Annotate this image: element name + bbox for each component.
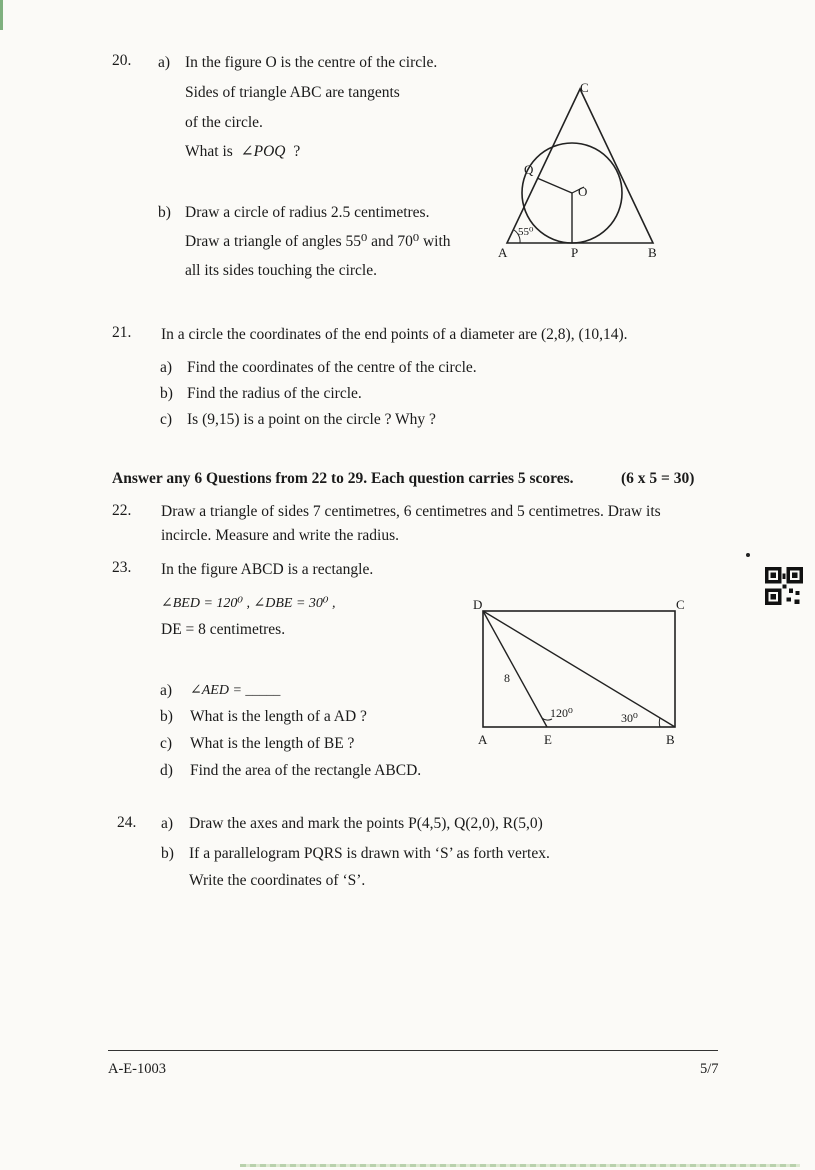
q22-line-2: incircle. Measure and write the radius. — [161, 527, 400, 544]
section-marks: (6 x 5 = 30) — [621, 470, 695, 487]
label-o: O — [578, 184, 588, 199]
q21-b-label: b) — [160, 385, 173, 402]
q21-number: 21. — [112, 324, 132, 341]
q24-b-line-2: Write the coordinates of ‘S’. — [189, 872, 366, 889]
angle-30-arc — [659, 718, 660, 727]
q20-a-angle: ∠POQ — [240, 143, 286, 160]
q23-number: 23. — [112, 559, 132, 576]
q23-rectangle-figure — [470, 592, 690, 752]
q23-given-de: DE = 8 centimetres. — [161, 621, 286, 638]
q23-a-text: ∠AED = _____ — [190, 683, 281, 698]
label-b: B — [666, 732, 675, 747]
q21-c-label: c) — [160, 411, 173, 428]
q21-a-label: a) — [160, 359, 173, 376]
footer-code: A-E-1003 — [108, 1061, 166, 1077]
q22-line-1: Draw a triangle of sides 7 centimetres, 6 centimetres and 5 centimetres. Draw its — [161, 503, 661, 520]
q23-given-angles: ∠BED = 120⁰ , ∠DBE = 30⁰ , — [161, 596, 336, 611]
radius-oq — [537, 178, 572, 193]
q20-a-qmark: ? — [293, 143, 301, 160]
q23-d-label: d) — [160, 762, 173, 779]
q23-text: In the figure ABCD is a rectangle. — [161, 561, 374, 578]
label-a: A — [498, 245, 508, 260]
q20-b-line-2: Draw a triangle of angles 55⁰ and 70⁰ with — [185, 233, 451, 250]
label-p: P — [571, 245, 579, 260]
q23-c-label: c) — [160, 735, 173, 752]
q20-triangle-figure — [490, 75, 670, 265]
q20-number: 20. — [112, 52, 132, 69]
q24-b-text: If a parallelogram PQRS is drawn with ‘S’ as forth vertex. — [189, 845, 550, 862]
scan-bottom-edge — [240, 1164, 800, 1167]
label-d: D — [473, 597, 483, 612]
label-a: A — [478, 732, 488, 747]
q21-c-text: Is (9,15) is a point on the circle ? Why ? — [187, 411, 436, 428]
label-q: Q — [524, 162, 534, 177]
q20-a-line-2: Sides of triangle ABC are tangents — [185, 84, 400, 101]
footer-page-number: 5/7 — [700, 1061, 719, 1077]
side-8-label: 8 — [504, 671, 510, 685]
q20-a-line-1: In the figure O is the centre of the circle. — [185, 54, 438, 71]
scan-edge-mark — [0, 0, 3, 30]
q20-b-label: b) — [158, 204, 171, 221]
q21-text: In a circle the coordinates of the end points of a diameter are (2,8), (10,14). — [161, 326, 628, 343]
q24-b-label: b) — [161, 845, 174, 862]
angle-120-label: 120⁰ — [550, 706, 573, 720]
q23-a-label: a) — [160, 682, 173, 699]
q21-b-text: Find the radius of the circle. — [187, 385, 362, 402]
q20-b-line-1: Draw a circle of radius 2.5 centimetres. — [185, 204, 430, 221]
label-b: B — [648, 245, 657, 260]
q20-a-line-4 — [185, 142, 300, 162]
scan-dot — [746, 553, 750, 557]
q22-number: 22. — [112, 502, 132, 519]
angle-55-label: 55⁰ — [518, 226, 534, 238]
angle-30-label: 30⁰ — [621, 711, 638, 725]
footer-rule — [108, 1050, 718, 1051]
qr-code-icon — [765, 567, 803, 605]
q23-c-text: What is the length of BE ? — [190, 735, 355, 752]
q20-a-line-3: of the circle. — [185, 114, 263, 131]
q20-a-label: a) — [158, 54, 171, 71]
q24-number: 24. — [117, 814, 137, 831]
q23-b-text: What is the length of a AD ? — [190, 708, 367, 725]
q20-b-line-3: all its sides touching the circle. — [185, 262, 377, 279]
q24-a-text: Draw the axes and mark the points P(4,5), Q(2,0), R(5,0) — [189, 815, 543, 832]
q23-d-text: Find the area of the rectangle ABCD. — [190, 762, 422, 779]
q20-a-what-is: What is — [185, 143, 233, 160]
segment-db — [483, 611, 675, 727]
label-c: C — [676, 597, 685, 612]
label-c: C — [580, 80, 589, 95]
segment-de — [483, 611, 547, 727]
q24-a-label: a) — [161, 815, 174, 832]
section-heading: Answer any 6 Questions from 22 to 29. Each question carries 5 scores. — [112, 470, 574, 487]
label-e: E — [544, 732, 552, 747]
q23-b-label: b) — [160, 708, 173, 725]
q21-a-text: Find the coordinates of the centre of the circle. — [187, 359, 477, 376]
